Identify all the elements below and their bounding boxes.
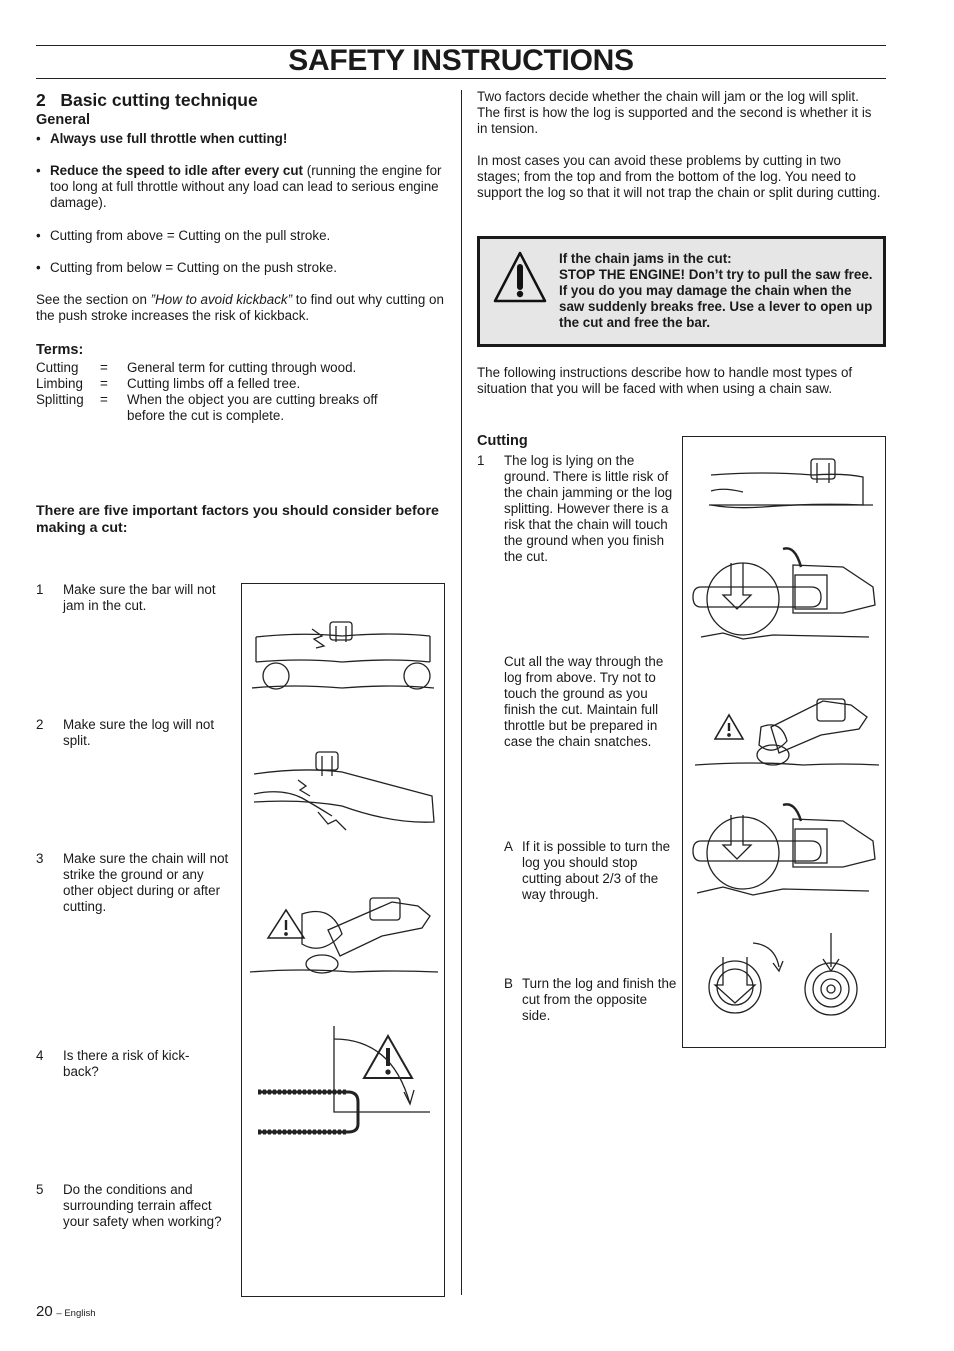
- bullet-dot: •: [36, 228, 41, 243]
- bullet-rest-text: (running the engine for too long at full throttle without any load can lead to serious engine damage).: [50, 163, 442, 210]
- log-on-supports-drawing: [252, 622, 434, 689]
- step-number: 1: [477, 453, 485, 468]
- factor-number: 4: [36, 1048, 44, 1063]
- factor-number: 2: [36, 717, 44, 732]
- term-equals: =: [100, 376, 108, 391]
- bullet-text: [50, 163, 446, 211]
- terms-row: [36, 392, 456, 423]
- term-name: Splitting: [36, 392, 84, 407]
- see-section-paragraph: [36, 292, 446, 324]
- bullet-text: Always use full throttle when cutting!: [50, 131, 288, 146]
- factors-illustrations: [242, 584, 444, 1296]
- following-paragraph: The following instructions describe how to handle most types of situation that you will be faced with when using a chain saw.: [477, 365, 853, 396]
- factor-number: 5: [36, 1182, 44, 1197]
- page-footer: [36, 1304, 96, 1322]
- bullet-text: Cutting from below = Cutting on the push stroke.: [50, 260, 337, 275]
- stepB-text: Turn the log and finish the cut from the opposite side.: [522, 976, 677, 1023]
- bullet-bold-text: Reduce the speed to idle after every cut: [50, 163, 304, 178]
- bullet-dot: •: [36, 163, 41, 178]
- saw-cutting-log-drawing: [693, 548, 875, 639]
- kickback-reference: ”How to avoid kickback”: [150, 292, 293, 307]
- factor-text: Make sure the log will not split.: [63, 717, 215, 748]
- footer-language: – English: [56, 1308, 96, 1319]
- terms-row: [36, 360, 456, 376]
- term-name: Cutting: [36, 360, 79, 375]
- bullet-cutting-below: [36, 260, 446, 276]
- warning-text: STOP THE ENGINE! Don’t try to pull the saw free. If you do you may damage the chain when the saw suddenly breaks free. Use a lever to open up the cut and free the bar.: [559, 267, 873, 330]
- term-definition: Cutting limbs off a felled tree.: [127, 376, 301, 391]
- warning-box: [477, 236, 886, 347]
- general-heading: General: [36, 112, 90, 128]
- terms-heading: Terms:: [36, 342, 84, 358]
- warning-triangle-icon: [492, 249, 548, 305]
- factor-number: 3: [36, 851, 44, 866]
- bullet-cutting-above: [36, 228, 446, 244]
- factor-number: 1: [36, 582, 44, 597]
- title-underline: [36, 78, 886, 79]
- intro-paragraph-1: Two factors decide whether the chain will jam or the log will split. The first is how the log is supported and the second is whether it is in tension.: [477, 89, 872, 136]
- step1-text: The log is lying on the ground. There is little risk of the chain jamming or the log splitting. However there is a risk that the chain will touch the ground when you finish the cut.: [504, 453, 673, 564]
- step-label: B: [504, 976, 513, 991]
- warning-title: If the chain jams in the cut:: [559, 251, 732, 266]
- term-equals: =: [100, 360, 108, 375]
- factors-illustration-box: [241, 583, 445, 1297]
- term-definition: General term for cutting through wood.: [127, 360, 357, 375]
- bullet-full-throttle: [36, 131, 446, 147]
- bullet-dot: •: [36, 260, 41, 275]
- intro-paragraph-2: In most cases you can avoid these problems by cutting in two stages; from the top and from the bottom of the log. You need to support the log so that it will not trap the chain or split during cutting.: [477, 153, 881, 200]
- cutting-illustration-box: [682, 436, 886, 1048]
- saw-tip-ground-drawing: [695, 699, 879, 765]
- factor-text: Make sure the chain will not strike the ground or any other object during or after cutting.: [63, 851, 229, 914]
- log-splitting-drawing: [254, 752, 434, 830]
- stepA-text: If it is possible to turn the log you should stop cutting about 2/3 of the way through.: [522, 839, 671, 902]
- factor-text: Is there a risk of kick-back?: [63, 1048, 190, 1079]
- factor-text: Do the conditions and surrounding terrain affect your safety when working?: [63, 1182, 222, 1229]
- bullet-text: Cutting from above = Cutting on the pull stroke.: [50, 228, 331, 243]
- bullet-reduce-speed: [36, 163, 446, 211]
- terms-row: [36, 376, 456, 392]
- term-equals: =: [100, 392, 108, 407]
- term-definition: When the object you are cutting breaks off before the cut is complete.: [127, 392, 378, 423]
- factor-text: Make sure the bar will not jam in the cut.: [63, 582, 216, 613]
- see-section-pre: See the section on: [36, 292, 151, 307]
- cutting-heading: Cutting: [477, 433, 528, 449]
- step-label: A: [504, 839, 513, 854]
- see-section-post: to find out why cutting on the push stroke increases the risk of kickback.: [36, 292, 444, 323]
- factors-heading: There are five important factors you should consider before making a cut:: [36, 503, 439, 536]
- page-title: SAFETY INSTRUCTIONS: [288, 44, 634, 77]
- column-divider: [461, 90, 462, 1295]
- turn-log-drawing: [709, 933, 857, 1015]
- cutting-illustrations: [683, 437, 885, 1047]
- saw-ground-strike-drawing: [250, 898, 438, 973]
- saw-partial-cut-drawing: [693, 804, 875, 895]
- step1-continuation: Cut all the way through the log from above. Try not to touch the ground as you finish the cut. Maintain full throttle but be prepared in case the chain snatches.: [504, 654, 664, 749]
- bullet-dot: •: [36, 131, 41, 146]
- page-number: 20: [36, 1303, 53, 1320]
- term-name: Limbing: [36, 376, 83, 391]
- log-on-ground-drawing: [709, 459, 873, 508]
- section-heading: 2 Basic cutting technique: [36, 90, 258, 110]
